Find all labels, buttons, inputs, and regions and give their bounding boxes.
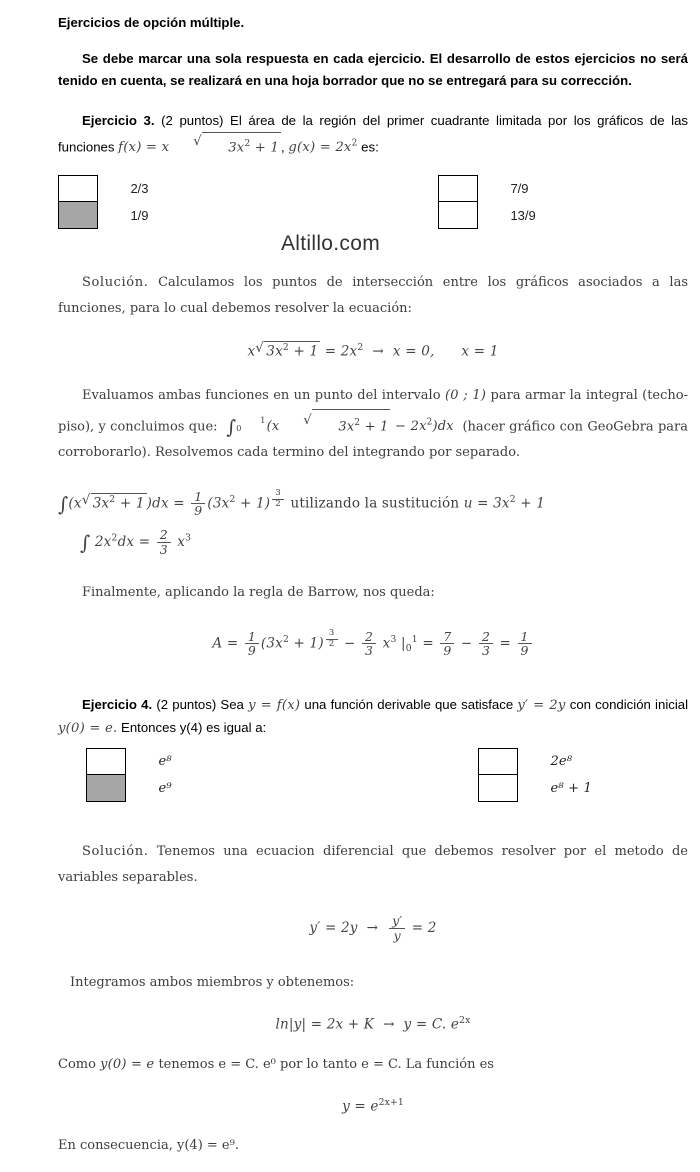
exercise3-option-boxes-right (438, 175, 478, 229)
exercise3-solution-text2b: para armar la integral (techo-piso), y concluimos que: (58, 387, 689, 435)
exercise3-option-labels-right (510, 175, 535, 229)
exercise3-option-1-label: 2/3 (130, 181, 149, 197)
exercise4-solution-p3 (58, 1052, 688, 1078)
exercise4-function-y: y = f(x) (248, 698, 301, 714)
exercise3-solution-p2 (58, 383, 688, 466)
exercise3-label: Ejercicio 3. (82, 113, 155, 128)
exercise3-function-g: $g(x) = 2x^2$ (288, 139, 358, 156)
exercise4-option-1-label: e⁸ (158, 754, 172, 770)
exercise4-solution-p1 (58, 839, 688, 891)
exercise3-points: (2 puntos) (161, 113, 224, 128)
exercise4-solution-text3c: tenemos e = C. e⁰ por lo tanto e = C. La función es (158, 1056, 494, 1072)
exercise3-option-boxes-left (58, 175, 98, 229)
document-body (58, 12, 688, 1172)
exercise3-option-2-label: 1/9 (130, 208, 149, 224)
exercise3-statement-end: es: (361, 139, 379, 155)
exercise4-equation2: ln|y| = 2x + K → y = C. $e^{2x}$ (275, 1015, 471, 1033)
exercise3-option-1-box[interactable] (58, 175, 98, 202)
exercise3-option-3-box[interactable] (438, 175, 478, 202)
exercise4-solution-text3a: Como (58, 1056, 96, 1072)
exercise3-option-3-label: 7/9 (510, 181, 529, 197)
exercise4-option-4-box[interactable] (478, 775, 518, 802)
exercise3-option-labels-left (130, 175, 148, 229)
exercise3-options-left (58, 175, 149, 229)
exercise3-option-4-box[interactable] (438, 202, 478, 229)
exercise4-solution-p2: Integramos ambos miembros y obtenemos: (70, 975, 355, 991)
exercise4-statement-text1: Sea (220, 697, 244, 713)
exercise3-final-result: A = $\frac{1}{9}$ $(3x^2 + 1)$ $^{\frac{3}{2}}$ − $\frac{2}{3}$ $x^3$ $|_0^1$ = $\frac{7}{9}$ − $\frac{2}{3}$ = $\frac{1}{9}$ (58, 629, 688, 658)
exercise4-option-labels-left (158, 748, 171, 802)
exercise4-option-1-box[interactable] (86, 748, 126, 775)
exercise4-option-3-label: 2e⁸ (550, 754, 573, 770)
exercise3-interval: (0 ; 1) (444, 387, 487, 403)
exercise3-solution-text1: Calculamos los puntos de intersección entre los gráficos asociados a las funciones, para lo cual debemos resolver la ecuación: (58, 275, 688, 317)
exercise3-solution-text2c: (hacer gráfico con GeoGebra para corroborarlo). Resolvemos cada termino del integrando por separado. (58, 419, 689, 461)
exercise3-antiderivative1: ∫(x √ $3x^2 + 1$ )dx = $\frac{1}{9}$ $(3x^2 + 1)$ $^{\frac{3}{2}}$ utilizando la sustitución $u = 3x^2 + 1$ (58, 489, 688, 518)
exercise4-statement-text2: una función derivable que satisface (304, 697, 514, 713)
exercise4-equation1: y′ = 2y → $\frac{y'}{y}$ = 2 (309, 913, 437, 944)
exercise3-antiderivative2: ∫ $2x^2dx$ = $\frac{2}{3}$ $x^3$ (80, 527, 192, 558)
exercise4-options (58, 748, 688, 808)
exercise4-option-2-label: e⁹ (158, 781, 172, 797)
exercise4-points: (2 puntos) (156, 697, 217, 713)
exercise3-option-4-label: 13/9 (510, 208, 536, 224)
exercise3-option-2-box[interactable] (58, 202, 98, 229)
exercise3-solution-text2a: Evaluamos ambas funciones en un punto del intervalo (82, 387, 441, 403)
document-heading: Ejercicios de opción múltiple. (58, 15, 245, 30)
exercise3-options-right (438, 175, 536, 229)
exercise4-option-boxes-left (86, 748, 126, 802)
exercise3-solution-p1 (58, 270, 688, 322)
exercise4-solution-text1: Tenemos una ecuacion diferencial que debemos resolver por el metodo de variables separables. (58, 844, 689, 886)
exercise3-statement (58, 110, 688, 159)
exercise3-function-f: f(x) = x √ $3x^2 + 1$ (118, 140, 281, 155)
watermark: Altillo.com (281, 232, 380, 255)
exercise3-barrow-text: Finalmente, aplicando la regla de Barrow, nos queda: (82, 585, 435, 601)
exercise3-statement-text: El área de la región del primer cuadrante limitada por los gráficos de las funciones (58, 113, 688, 155)
exercise4-option-4-label: e⁸ + 1 (550, 781, 592, 797)
comma1: , (280, 139, 285, 155)
exercise4-equation3: $y = e^{2x+1}$ (342, 1096, 404, 1115)
instructions-paragraph: Se debe marcar una sola respuesta en cada ejercicio. El desarrollo de estos ejercicios no será tenido en cuenta, se realizará en una hoja borrador que no se entregará para su corrección. (58, 51, 688, 88)
exercise3-equation1: x √ $3x^2 + 1 = 2x^2 \to x = 0$, x = 1 (58, 341, 688, 360)
exercise3-integral: ∫ 1 0 (x √ $3x^2 + 1 - 2x^2)dx$ (226, 419, 454, 434)
exercise4-solution-label: Solución. (82, 844, 149, 860)
exercise3-solution-label: Solución. (82, 275, 149, 291)
exercise4-statement-text3: con condición inicial (569, 697, 689, 713)
exercise4-option-3-box[interactable] (478, 748, 518, 775)
exercise4-label: Ejercicio 4. (82, 697, 153, 713)
exercise4-options-right (478, 748, 592, 802)
exercise4-statement (58, 694, 688, 740)
exercise4-solution-p4: En consecuencia, y(4) = e⁹. (58, 1138, 239, 1154)
exercise3-options (58, 175, 688, 235)
exercise4-options-left (86, 748, 172, 802)
exercise4-initial-condition: y(0) = e. (58, 721, 118, 737)
exercise4-option-2-box[interactable] (86, 775, 126, 802)
exercise3-substitution-text: utilizando la sustitución (290, 495, 460, 512)
exercise4-statement-text4: Entonces y(4) es igual a: (121, 720, 267, 736)
exercise4-ode: y′ = 2y (517, 698, 566, 714)
exercise4-option-labels-right (550, 748, 592, 802)
exercise4-option-boxes-right (478, 748, 518, 802)
exercise4-solution-condition: y(0) = e (100, 1056, 155, 1072)
